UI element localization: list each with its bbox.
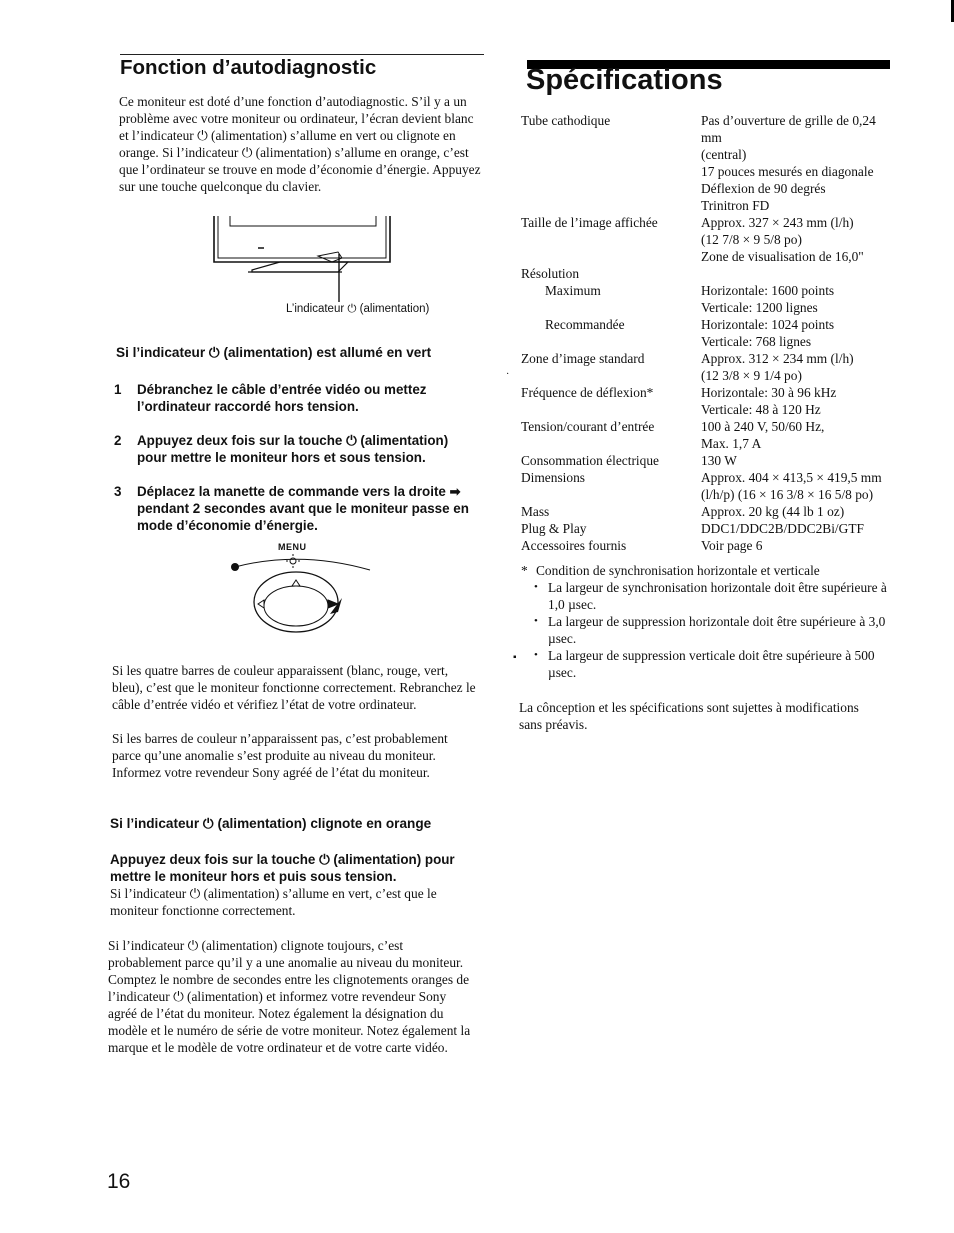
step-number: 1: [114, 382, 122, 397]
steps-list: [114, 381, 480, 551]
spec-value-line: Pas d’ouverture de grille de 0,24 mm: [701, 113, 876, 145]
table-row: [521, 384, 893, 418]
spec-label: Recommandée: [545, 317, 625, 332]
spec-label: Plug & Play: [521, 521, 587, 536]
table-row: [521, 350, 893, 384]
footnotes: [518, 562, 888, 681]
spec-value: [701, 265, 893, 282]
spec-value-line: Approx. 404 × 413,5 × 419,5 mm: [701, 470, 882, 485]
spec-label: Dimensions: [521, 470, 585, 485]
table-row: [521, 316, 893, 350]
spec-value-line: Verticale: 768 lignes: [701, 334, 812, 349]
spec-value-line: Horizontale: 30 à 96 kHz: [701, 385, 837, 400]
step-text: Appuyez deux fois sur la touche ⏻ (alimentation) pour mettre le moniteur hors et sous tension.: [137, 433, 449, 465]
table-row: [521, 418, 893, 452]
spec-value-line: Approx. 327 × 243 mm (l/h): [701, 215, 854, 230]
spec-value: [701, 520, 893, 537]
spec-value: [701, 384, 893, 418]
spec-value: [701, 112, 893, 214]
spec-value: [701, 537, 893, 554]
spec-value-line: (l/h/p) (16 × 16 3/8 × 16 5/8 po): [701, 487, 874, 502]
spec-label: Tension/courant d’entrée: [521, 419, 655, 434]
section-title: Fonction d’autodiagnostic: [120, 56, 377, 79]
spec-label: Résolution: [521, 266, 580, 281]
brightness-icon: [286, 554, 300, 568]
table-row: [521, 537, 893, 554]
intro-paragraph: Ce moniteur est doté d’une fonction d’autodiagnostic. S’il y a un problème avec votre moniteur ou ordinateur, l’écran devient blanc et l’indicateur ⏻ (alimentation) s’allume en vert ou clignote en orange. Si l’indicateur ⏻ (alimentation) s’allume en orange, c’est que l’ordinateur se trouve en mode d’économie d’énergie. Appuyez sur une touche quelconque du clavier.: [119, 94, 481, 194]
footnote-main: [518, 562, 888, 579]
spec-value-line: Verticale: 48 à 120 Hz: [701, 402, 821, 417]
table-row: [521, 112, 893, 214]
spec-value: [701, 214, 893, 265]
table-row: [521, 520, 893, 537]
table-row: [521, 265, 893, 282]
table-row: [521, 214, 893, 265]
spec-value-line: Horizontale: 1024 points: [701, 317, 835, 332]
spec-value: [701, 452, 893, 469]
control-button-illustration: [220, 542, 378, 642]
spec-value-line: (central): [701, 147, 747, 162]
spec-value-line: Zone de visualisation de 16,0": [701, 249, 864, 264]
list-item: [534, 647, 888, 681]
spec-value: [701, 316, 893, 350]
subheading-orange: Si l’indicateur ⏻ (alimentation) clignote en orange: [110, 816, 432, 831]
table-row: [521, 503, 893, 520]
specifications-title: Spécifications: [526, 64, 723, 96]
spec-label: Consommation électrique: [521, 453, 659, 468]
spec-value: [701, 282, 893, 316]
spec-value-line: 130 W: [701, 453, 737, 468]
spec-value: [701, 469, 893, 503]
menu-label: MENU: [278, 542, 307, 552]
spec-label: Maximum: [545, 283, 601, 298]
bullet-icon: •: [534, 615, 538, 627]
list-item: [114, 432, 480, 466]
spec-label: Taille de l’image affichée: [521, 215, 658, 230]
step-text-continued: pendant 2 secondes avant que le moniteur passe en mode d’économie d’énergie.: [137, 501, 469, 533]
subheading-green: Si l’indicateur ⏻ (alimentation) est allumé en vert: [116, 345, 432, 360]
bullet-icon: •: [534, 581, 538, 593]
spec-value-line: Max. 1,7 A: [701, 436, 762, 451]
footnote-text: Condition de synchronisation horizontale et verticale: [536, 563, 820, 578]
spec-value-line: 100 à 240 V, 50/60 Hz,: [701, 419, 825, 434]
spec-label: Tube cathodique: [521, 113, 611, 128]
list-item: [114, 381, 480, 415]
list-item: [534, 579, 888, 613]
spec-value-line: Verticale: 1200 lignes: [701, 300, 818, 315]
spec-value-line: Horizontale: 1600 points: [701, 283, 835, 298]
stray-mark: ·: [506, 369, 510, 380]
green-ok-paragraph: Si l’indicateur ⏻ (alimentation) s’allume en vert, c’est que le moniteur fonctionne correctement.: [110, 886, 437, 918]
spec-label: Fréquence de déflexion*: [521, 385, 654, 400]
list-item: [114, 483, 480, 534]
spec-value-line: Trinitron FD: [701, 198, 770, 213]
bullet-icon: •: [534, 649, 538, 661]
spec-value: [701, 418, 893, 452]
footnote-item: La largeur de suppression verticale doit être supérieure à 500 µsec.: [548, 648, 875, 680]
footnote-list: [518, 579, 888, 681]
specifications-table: [521, 112, 893, 554]
bars-missing-paragraph: Si les barres de couleur n’apparaissent pas, c’est probablement parce qu’une anomalie s’est produite au niveau du moniteur. Informez votre revendeur Sony agréé de l’état du moniteur.: [112, 731, 448, 780]
step-number: 3: [114, 484, 122, 499]
table-row: [521, 282, 893, 316]
spec-label: Accessoires fournis: [521, 538, 627, 553]
stray-mark: ▪: [513, 652, 517, 663]
spec-value-line: Voir page 6: [701, 538, 763, 553]
spec-label: Zone d’image standard: [521, 351, 645, 366]
arrow-right-icon: ➡: [449, 484, 461, 499]
step-text: Déplacez la manette de commande vers la droite: [137, 484, 446, 499]
table-row: [521, 469, 893, 503]
section-rule: [120, 54, 484, 55]
spec-value-line: Déflexion de 90 degrés: [701, 181, 826, 196]
table-row: [521, 452, 893, 469]
spec-value-line: (12 7/8 × 9 5/8 po): [701, 232, 802, 247]
spec-value: [701, 503, 893, 520]
still-blinking-paragraph: Si l’indicateur ⏻ (alimentation) clignote toujours, c’est probablement parce qu’il y a une anomalie au niveau du moniteur. Comptez le nombre de secondes entre les clignotements oranges de l’indicateur ⏻ (alimentation) et informez votre revendeur Sony agréé de l’état du moniteur. Notez également la désignation du modèle et le numéro de série de votre moniteur. Notez également la marque et le modèle de votre ordinateur et de votre carte vidéo.: [108, 938, 471, 1055]
step-text: Débranchez le câble d’entrée vidéo ou mettez l’ordinateur raccordé hors tension.: [137, 382, 427, 414]
closing-paragraph: La cônception et les spécifications sont sujettes à modifications sans préavis.: [519, 700, 859, 732]
footnote-star: *: [521, 563, 528, 578]
page-number: 16: [107, 1170, 131, 1193]
list-item: [534, 613, 888, 647]
orange-instruction: Appuyez deux fois sur la touche ⏻ (alimentation) pour mettre le moniteur hors et puis sous tension.: [110, 852, 455, 884]
footnote-item: La largeur de synchronisation horizontale doit être supérieure à 1,0 µsec.: [548, 580, 887, 612]
spec-label: Mass: [521, 504, 550, 519]
monitor-illustration: [208, 212, 398, 304]
spec-value-line: 17 pouces mesurés en diagonale: [701, 164, 874, 179]
spec-value-line: (12 3/8 × 9 1/4 po): [701, 368, 802, 383]
footnote-item: La largeur de suppression horizontale doit être supérieure à 3,0 µsec.: [548, 614, 886, 646]
step-number: 2: [114, 433, 122, 448]
spec-value-line: Approx. 20 kg (44 lb 1 oz): [701, 504, 845, 519]
spec-value-line: Approx. 312 × 234 mm (l/h): [701, 351, 854, 366]
spec-value-line: [701, 265, 893, 282]
bars-ok-paragraph: Si les quatre barres de couleur apparaissent (blanc, rouge, vert, bleu), c’est que le moniteur fonctionne correctement. Rebranchez le câble d’entrée vidéo et vérifiez l’état de votre ordinateur.: [112, 663, 476, 712]
spec-value-line: DDC1/DDC2B/DDC2Bi/GTF: [701, 521, 864, 536]
indicator-caption: L’indicateur ⏻ (alimentation): [286, 303, 430, 315]
spec-value: [701, 350, 893, 384]
